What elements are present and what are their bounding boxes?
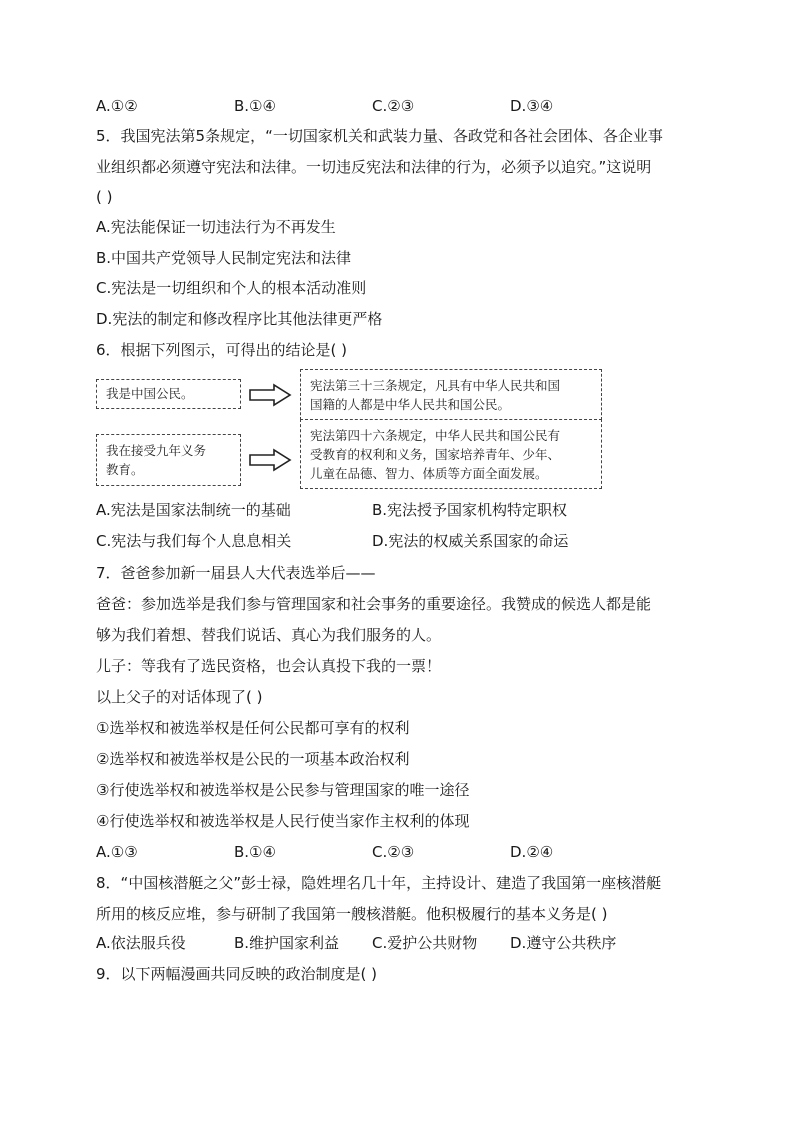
diagram-box-education [96, 434, 241, 486]
q7-option-c: C.②③ [372, 843, 415, 861]
diagram-text-citizen: 我是中国公民。 [106, 386, 194, 401]
q7-stem-line-1: 7．爸爸参加新一届县人大代表选举后—— [96, 564, 376, 582]
q9-stem: 9．以下两幅漫画共同反映的政治制度是( ) [96, 965, 378, 983]
q6-option-d: D.宪法的权威关系国家的命运 [372, 532, 569, 550]
q4-option-b: B.①④ [234, 97, 276, 115]
diagram-box-citizen [96, 379, 241, 409]
diagram-box-article-33 [300, 369, 602, 420]
diagram-text-article-33-2: 国籍的人都是中华人民共和国公民。 [310, 397, 511, 412]
q7-option-b: B.①④ [234, 843, 276, 861]
q4-option-a: A.①② [96, 97, 138, 115]
diagram-text-article-46-1: 宪法第四十六条规定，中华人民共和国公民有 [310, 428, 561, 443]
diagram-text-education-2: 教育。 [106, 462, 144, 477]
q8-option-c: C.爱护公共财物 [372, 934, 478, 952]
q6-stem: 6．根据下列图示，可得出的结论是( ) [96, 341, 348, 359]
q7-statement-4: ④行使选举权和被选举权是人民行使当家作主权利的体现 [96, 812, 470, 830]
diagram-box-article-46 [300, 419, 602, 489]
q5-stem-line-2: 业组织都必须遵守宪法和法律。一切违反宪法和法律的行为，必须予以追究。”这说明 [96, 158, 652, 176]
diagram-text-article-33-1: 宪法第三十三条规定，凡具有中华人民共和国 [310, 378, 561, 393]
q6-option-c: C.宪法与我们每个人息息相关 [96, 532, 292, 550]
q6-option-b: B.宪法授予国家机构特定职权 [372, 501, 568, 519]
q5-stem-line-3: ( ) [96, 188, 113, 206]
q6-option-a: A.宪法是国家法制统一的基础 [96, 501, 291, 519]
q7-statement-2: ②选举权和被选举权是公民的一项基本政治权利 [96, 750, 410, 768]
q8-stem-line-2: 所用的核反应堆，参与研制了我国第一艘核潜艇。他积极履行的基本义务是( ) [96, 905, 608, 923]
arrow-right-icon [248, 383, 292, 407]
q7-option-a: A.①③ [96, 843, 138, 861]
arrow-right-icon [248, 448, 292, 472]
q7-statement-3: ③行使选举权和被选举权是公民参与管理国家的唯一途径 [96, 781, 470, 799]
q7-stem-line-2: 爸爸：参加选举是我们参与管理国家和社会事务的重要途径。我赞成的候选人都是能 [96, 595, 652, 613]
q5-option-a: A.宪法能保证一切违法行为不再发生 [96, 218, 336, 236]
q5-option-c: C.宪法是一切组织和个人的根本活动准则 [96, 279, 367, 297]
q7-stem-line-3: 够为我们着想、替我们说话、真心为我们服务的人。 [96, 626, 442, 644]
q5-option-b: B.中国共产党领导人民制定宪法和法律 [96, 249, 352, 267]
diagram-text-article-46-3: 儿童在品德、智力、体质等方面全面发展。 [310, 466, 548, 481]
q7-statement-1: ①选举权和被选举权是任何公民都可享有的权利 [96, 719, 410, 737]
q8-option-b: B.维护国家利益 [234, 934, 340, 952]
diagram-text-education-1: 我在接受九年义务 [106, 443, 207, 458]
q8-stem-line-1: 8．“中国核潜艇之父”彭士禄，隐姓埋名几十年，主持设计、建造了我国第一座核潜艇 [96, 874, 662, 892]
q5-stem-line-1: 5．我国宪法第5条规定，“一切国家机关和武装力量、各政党和各社会团体、各企业事 [96, 127, 663, 145]
q8-option-a: A.依法服兵役 [96, 934, 186, 952]
q5-option-d: D.宪法的制定和修改程序比其他法律更严格 [96, 310, 383, 328]
q7-stem-line-4: 儿子：等我有了选民资格，也会认真投下我的一票！ [96, 657, 442, 675]
diagram-text-article-46-2: 受教育的权利和义务，国家培养青年、少年、 [310, 447, 561, 462]
q4-option-c: C.②③ [372, 97, 415, 115]
q4-option-d: D.③④ [510, 97, 554, 115]
q7-stem-line-5: 以上父子的对话体现了( ) [96, 688, 263, 706]
q8-option-d: D.遵守公共秩序 [510, 934, 617, 952]
q7-option-d: D.②④ [510, 843, 554, 861]
